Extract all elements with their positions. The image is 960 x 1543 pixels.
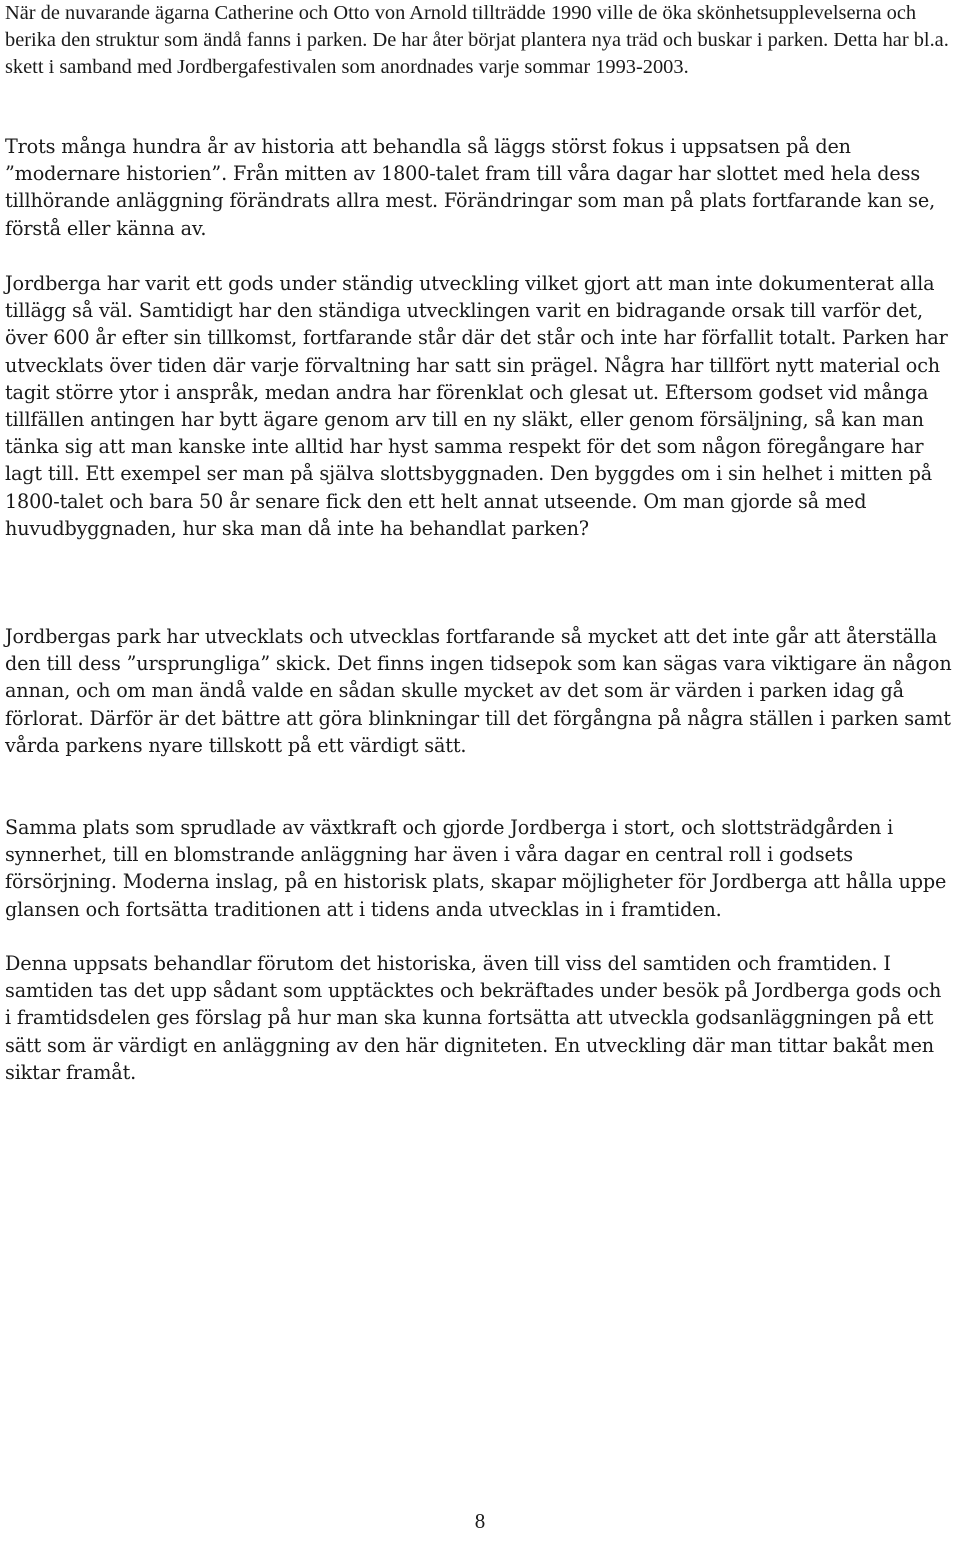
paragraph-modern-role: Samma plats som sprudlade av växtkraft och gjorde Jordberga i stort, och slottsträdgården i synnerhet, till en blomstrande anläggning har även i våra dagar en central roll i godsets försörjning. Moderna inslag, på en historisk plats, skapar möjligheter för Jordberga att hålla uppe glansen och fortsätta traditionen att i tidens anda utvecklas in i framtiden. xyxy=(5,816,947,921)
paragraph-continuous-development: Jordberga har varit ett gods under ständig utveckling vilket gjort att man inte dokumenterat alla tillägg så väl. Samtidigt har den ständiga utvecklingen varit en bidragande orsak till varför det, över 600 år efter sin tillkomst, fortfarande står där det står och inte har förfallit totalt. Parken har utvecklats över tiden där varje förvaltning har satt sin prägel. Några har tillfört nytt material och tagit större ytor i anspråk, medan andra har förenklat och glesat ut. Eftersom godset vid många tillfällen antingen har bytt ägare genom arv till en ny släkt, eller genom försäljning, så kan man tänka sig att man kanske inte alltid har hyst samma respekt för det som någon föregångare har lagt till. Ett exempel ser man på själva slottsbyggnaden. Den byggdes om i sin helhet i mitten på 1800-talet och bara 50 år senare fick den ett helt annat utseende. Om man gjorde så med huvudbyggnaden, hur ska man då inte ha behandlat parken? xyxy=(5,272,948,540)
page-number: 8 xyxy=(474,1509,486,1533)
paragraph-park-restoration: Jordbergas park har utvecklats och utvecklas fortfarande så mycket att det inte går att återställa den till dess ”ursprungliga” skick. Det finns ingen tidsepok som kan sägas vara viktigare än någon annan, och om man ändå valde en sådan skulle mycket av det som är värden i parken idag gå förlorat. Därför är det bättre att göra blinkningar till det förgångna på några ställen i parken samt vårda parkens nyare tillskott på ett värdigt sätt. xyxy=(5,625,952,757)
paragraph-ownership-1990: När de nuvarande ägarna Catherine och Otto von Arnold tillträdde 1990 ville de öka skönhetsupplevelserna och berika den struktur som ändå fanns i parken. De har åter börjat plantera nya träd och buskar i parken. Detta har bl.a. skett i samband med Jordbergafestivalen som anordnades varje sommar 1993-2003. xyxy=(5,2,949,79)
paragraph-historical-focus: Trots många hundra år av historia att behandla så läggs störst fokus i uppsatsen på den ”modernare historien”. Från mitten av 1800-talet fram till våra dagar har slottet med hela dess tillhörande anläggning förändrats allra mest. Förändringar som man på plats fortfarande kan se, förstå eller känna av. xyxy=(5,135,936,240)
paragraph-essay-scope: Denna uppsats behandlar förutom det historiska, även till viss del samtiden och framtiden. I samtiden tas det upp sådant som upptäcktes och bekräftades under besök på Jordberga gods och i framtidsdelen ges förslag på hur man ska kunna fortsätta att utveckla godsanläggningen på ett sätt som är värdigt en anläggning av den här digniteten. En utveckling där man tittar bakåt men siktar framåt. xyxy=(5,952,942,1084)
